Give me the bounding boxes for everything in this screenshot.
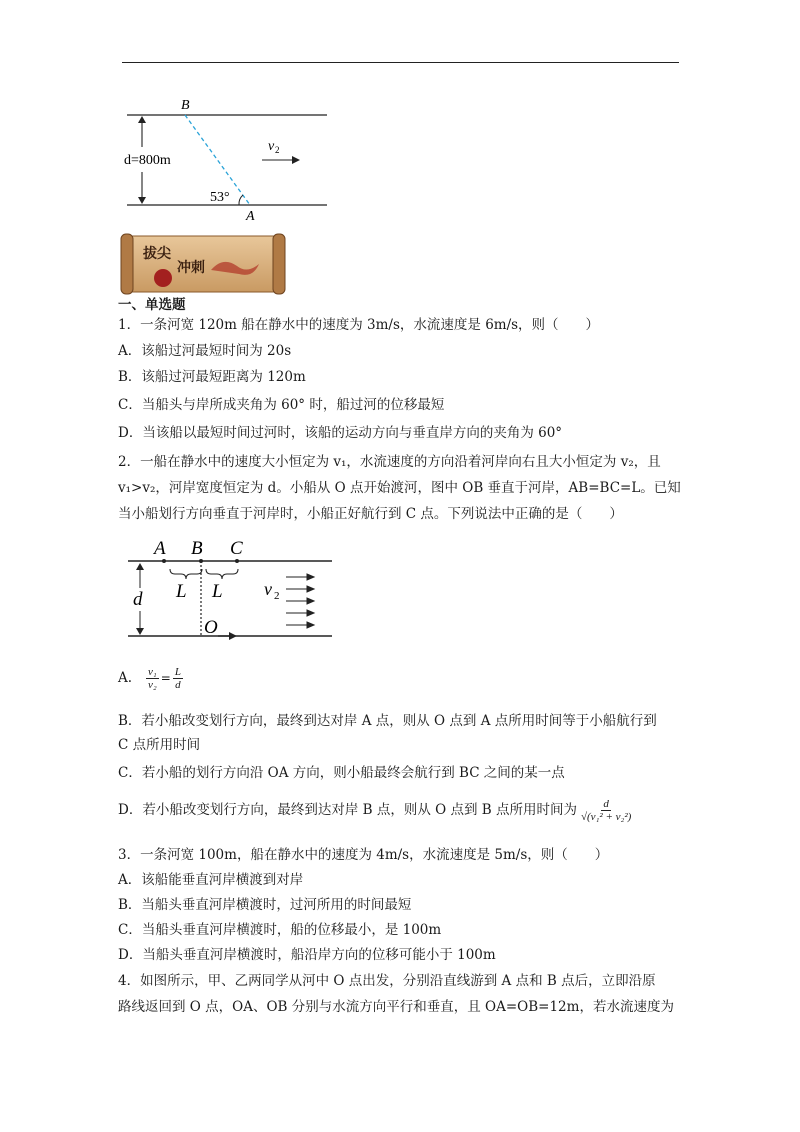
q2-option-a-right-fraction (173, 666, 183, 691)
arrow-right-icon (229, 632, 237, 640)
q1-stem: 1．一条河宽 120m 船在静水中的速度为 3m/s，水流速度是 6m/s，则（ ） (118, 317, 600, 333)
brace-L1 (170, 569, 202, 579)
q4-stem-line-2: 路线返回到 O 点，OA、OB 分别与水流方向平行和垂直，且 OA=OB=12m，若水流速度为 (118, 999, 674, 1015)
river-diagram-1 (110, 92, 360, 222)
fraction-denominator: v₂ (148, 678, 157, 691)
q3-stem: 3．一条河宽 100m，船在静水中的速度为 4m/s，水流速度是 5m/s，则（ ） (118, 847, 609, 863)
seal-icon (154, 269, 172, 287)
fig2-label-d: d (133, 589, 143, 610)
fraction-numerator: L (174, 665, 181, 678)
q2-stem-line-2: v₁>v₂，河岸宽度恒定为 d。小船从 O 点开始渡河，图中 OB 垂直于河岸，AB=BC=L。已知 (118, 480, 681, 496)
label-angle: 53° (210, 190, 230, 205)
fraction-denominator: d (175, 678, 181, 691)
banner-line-2: 冲刺 (177, 261, 205, 276)
point-C (235, 559, 239, 563)
label-B: B (181, 98, 190, 113)
arrow-up-icon (138, 116, 146, 123)
q2-option-a (118, 661, 185, 695)
section-title: 一、单选题 (118, 297, 186, 313)
q2-option-d (118, 790, 635, 830)
fig2-label-A: A (154, 538, 166, 559)
label-v2-sub: 2 (275, 145, 280, 155)
q1-option-d: D．当该船以最短时间过河时，该船的运动方向与垂直岸方向的夹角为 60° (118, 425, 563, 441)
q2-option-a-left-fraction (146, 666, 159, 691)
point-A (162, 559, 166, 563)
fraction-numerator: d (603, 797, 609, 810)
fig2-label-L1: L (176, 581, 187, 602)
q3-option-d: D．当船头垂直河岸横渡时，船沿岸方向的位移可能小于 100m (118, 947, 496, 963)
header-rule (122, 62, 679, 63)
label-v2: v (268, 139, 275, 154)
label-A: A (246, 209, 255, 222)
arrow-right-icon (292, 156, 300, 164)
q2-stem-line-1: 2．一船在静水中的速度大小恒定为 v₁，水流速度的方向沿着河岸向右且大小恒定为 v₂，且 (118, 454, 661, 470)
fig2-label-v2-sub: 2 (274, 590, 280, 602)
q2-option-b-line-1: B．若小船改变划行方向，最终到达对岸 A 点，则从 O 点到 A 点所用时间等于小船航行到 (118, 713, 657, 729)
banner-line-1: 拔尖 (143, 247, 171, 262)
arrow-down-icon (136, 628, 144, 635)
fraction-denominator: √(v₁² + v₂²) (580, 810, 632, 823)
q1-option-b: B．该船过河最短距离为 120m (118, 369, 306, 385)
q2-option-d-fraction (579, 798, 633, 823)
q2-stem-line-3: 当小船划行方向垂直于河岸时，小船正好航行到 C 点。下列说法中正确的是（ ） (118, 506, 623, 522)
river-diagram-2 (118, 533, 343, 645)
fig2-label-O: O (204, 617, 218, 638)
q3-option-c: C．当船头垂直河岸横渡时，船的位移最小，是 100m (118, 922, 442, 938)
fig2-label-C: C (230, 538, 243, 559)
q2-option-c: C．若小船的划行方向沿 OA 方向，则小船最终会航行到 BC 之间的某一点 (118, 765, 565, 781)
arrow-up-icon (136, 563, 144, 570)
fraction-numerator: v₁ (148, 665, 157, 678)
angle-arc (239, 195, 243, 205)
fig2-label-L2: L (212, 581, 223, 602)
equals-sign: = (160, 671, 171, 685)
brace-L2 (206, 569, 238, 579)
label-d: d=800m (124, 153, 171, 168)
q3-option-a: A．该船能垂直河岸横渡到对岸 (118, 872, 304, 888)
q2-option-a-label: A. (118, 670, 133, 686)
q2-option-d-text: D．若小船改变划行方向，最终到达对岸 B 点，则从 O 点到 B 点所用时间为 (118, 802, 577, 818)
fig2-label-B: B (191, 538, 203, 559)
fig2-label-v2: v (264, 579, 272, 599)
q2-option-b-line-2: C 点所用时间 (118, 737, 201, 753)
q1-option-a: A．该船过河最短时间为 20s (118, 343, 292, 359)
q1-option-c: C．当船头与岸所成夹角为 60° 时，船过河的位移最短 (118, 397, 445, 413)
q3-option-b: B．当船头垂直河岸横渡时，过河所用的时间最短 (118, 897, 412, 913)
arrow-down-icon (138, 197, 146, 204)
banner-scroll-image (119, 230, 287, 298)
flow-arrows (286, 574, 314, 628)
q4-stem-line-1: 4．如图所示，甲、乙两同学从河中 O 点出发，分别沿直线游到 A 点和 B 点后，立即沿原 (118, 973, 656, 989)
